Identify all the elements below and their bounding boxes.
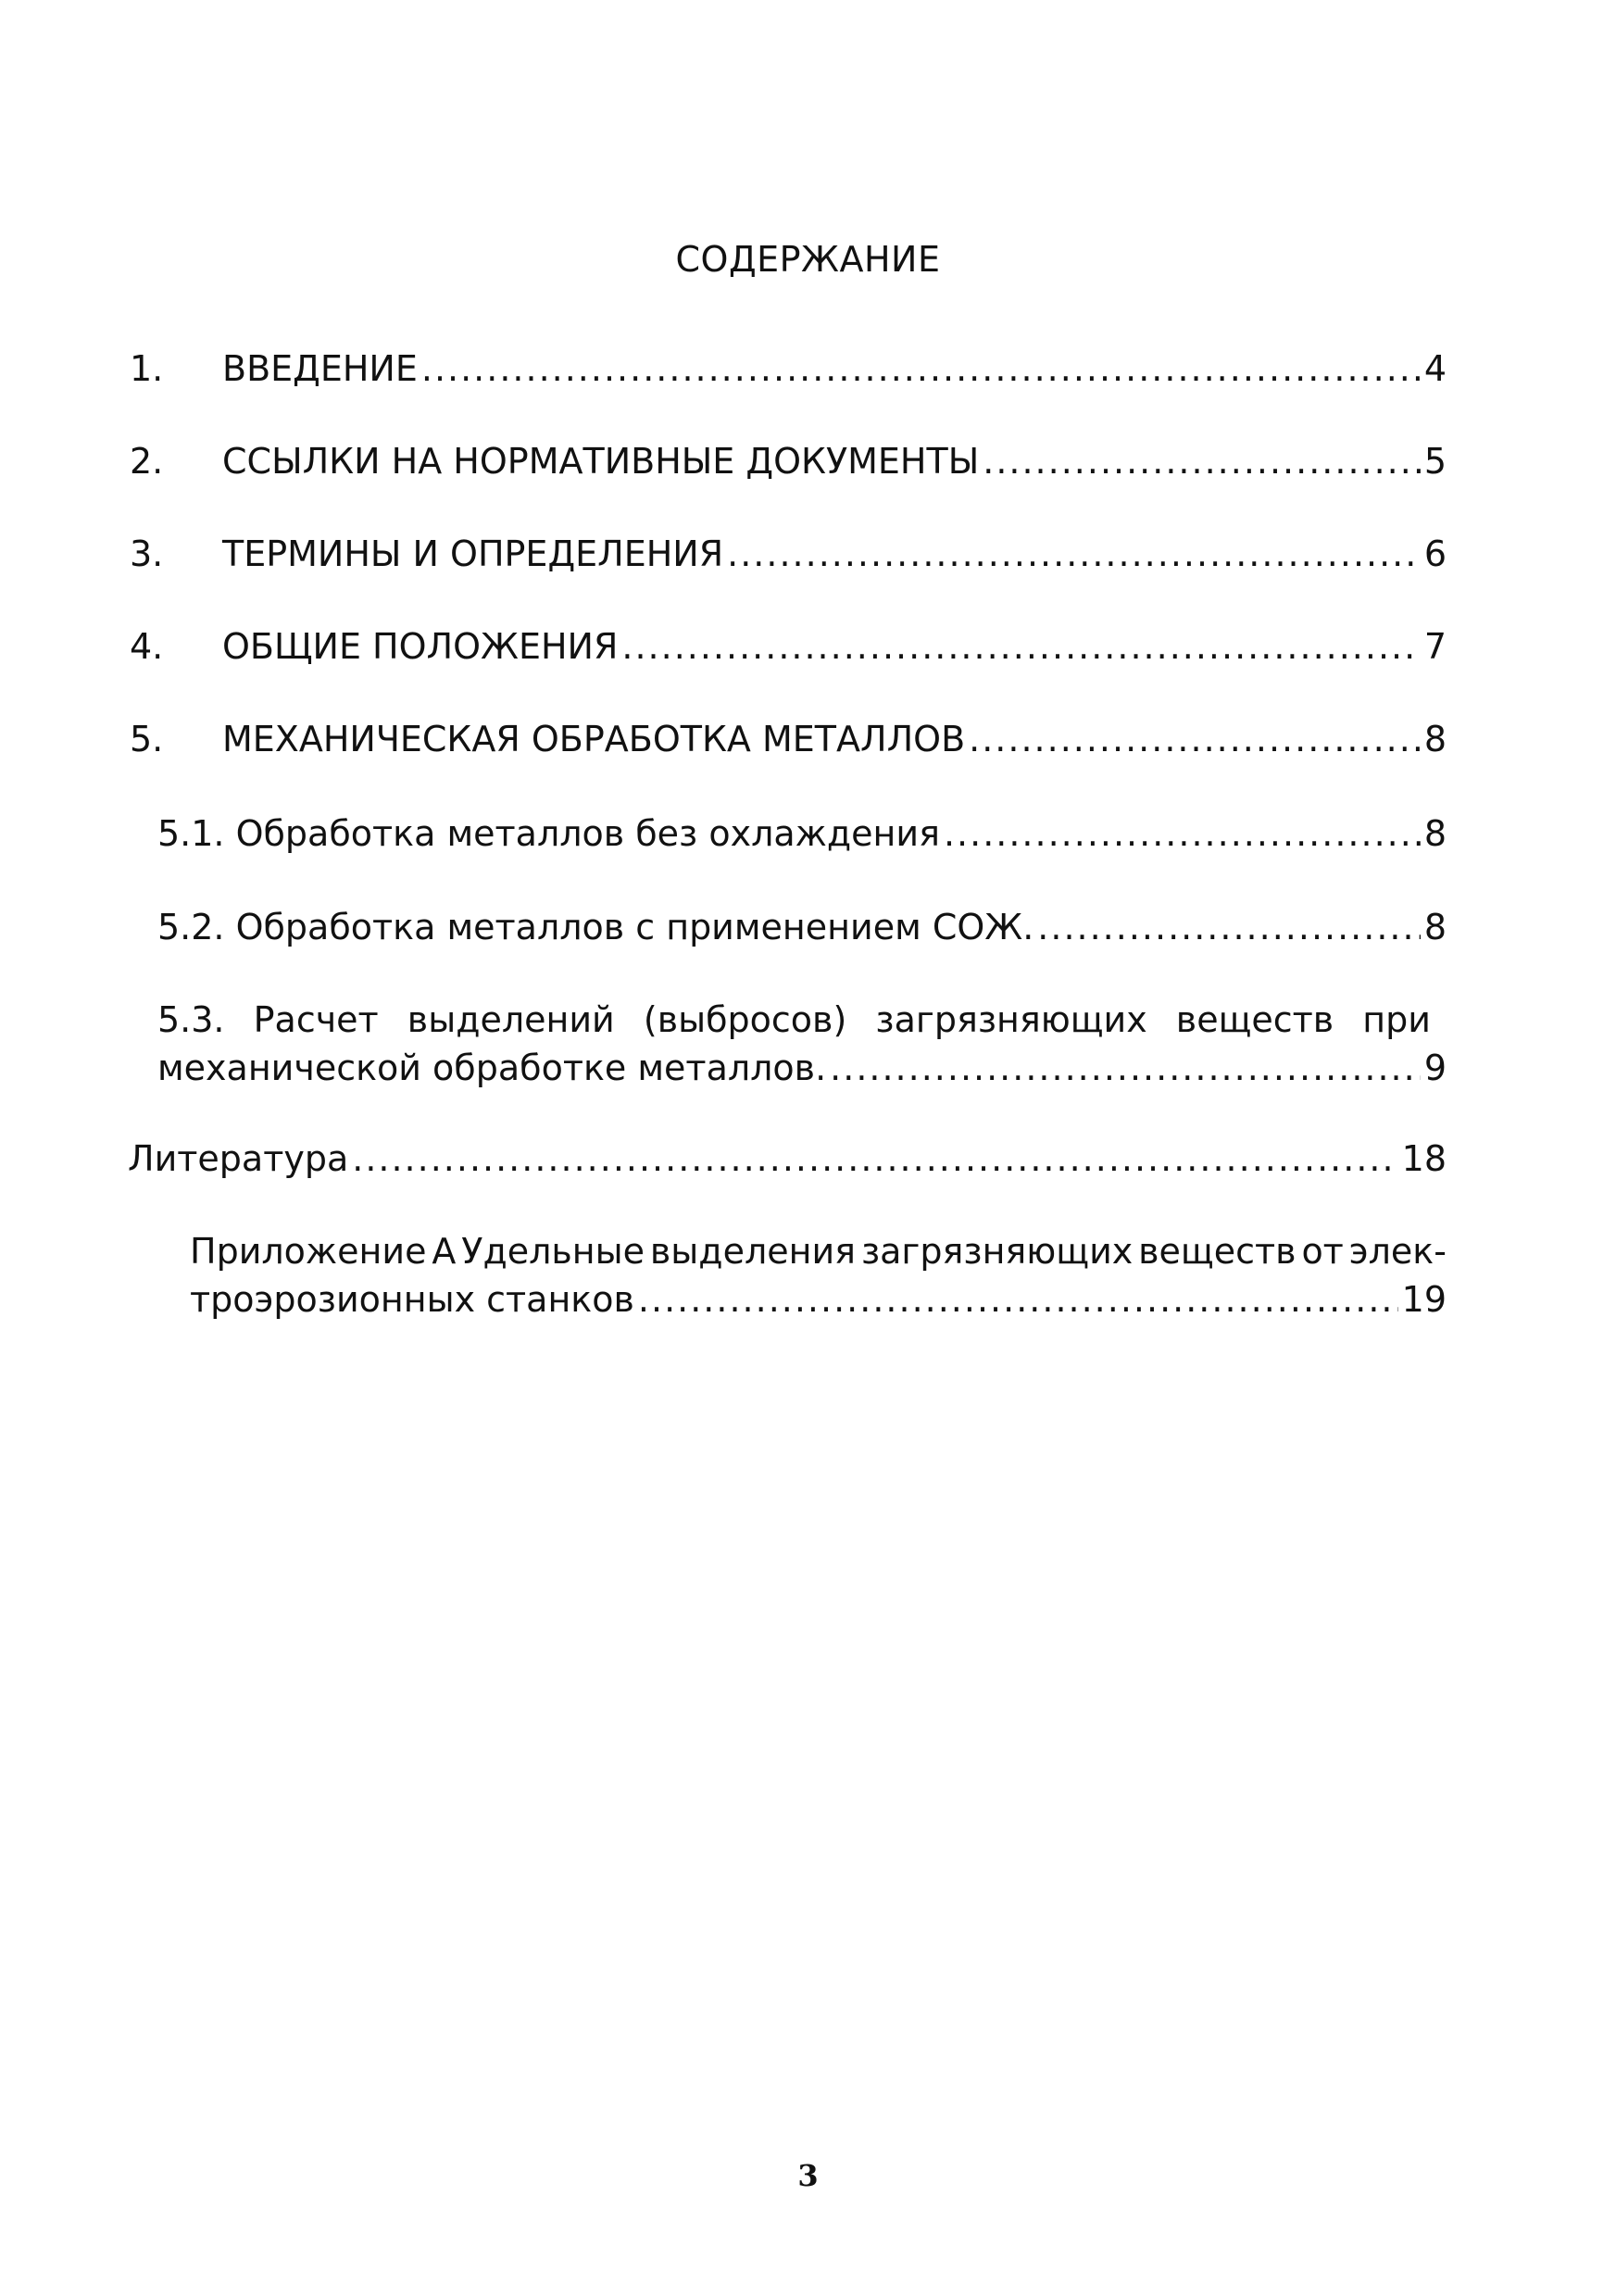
toc-leader-dots xyxy=(830,1044,1421,1092)
toc-entry-page: 18 xyxy=(1401,1138,1447,1179)
toc-leader-dots xyxy=(727,533,1421,575)
toc-entry-page: 6 xyxy=(1423,533,1447,574)
toc-title: СОДЕРЖАНИЕ xyxy=(675,239,941,280)
toc-entry-page: 8 xyxy=(1423,813,1447,854)
toc-entry[interactable] xyxy=(130,625,1447,668)
toc-literature-entry[interactable] xyxy=(128,1137,1447,1180)
toc-leader-dots xyxy=(638,1275,1398,1324)
toc-entry-number: 5. xyxy=(130,719,164,759)
toc-appendix-entry[interactable] xyxy=(190,1227,1447,1324)
toc-entry-first-line xyxy=(157,996,1431,1044)
toc-entry-page: 8 xyxy=(1423,907,1447,947)
toc-entry[interactable] xyxy=(130,347,1447,390)
toc-entry-page: 7 xyxy=(1423,626,1447,667)
toc-entry-label: 5.1. Обработка металлов без охлаждения xyxy=(157,813,940,854)
toc-entry-label: МЕХАНИЧЕСКАЯ ОБРАБОТКА МЕТАЛЛОВ xyxy=(222,719,966,759)
toc-leader-dots xyxy=(983,440,1421,483)
toc-leader-dots xyxy=(352,1137,1397,1180)
toc-entry-label: 5.2. Обработка металлов с применением СОЖ. xyxy=(157,907,1034,947)
word: выделения xyxy=(649,1231,857,1272)
toc-leader-dots xyxy=(1037,906,1421,948)
toc-subentry[interactable] xyxy=(157,906,1447,948)
toc-entry-page: 9 xyxy=(1423,1048,1447,1088)
toc-entry-page: 4 xyxy=(1423,348,1447,389)
word: Расчет xyxy=(253,999,379,1040)
word: от xyxy=(1301,1231,1344,1272)
toc-leader-dots xyxy=(969,718,1421,760)
toc-entry-number: 2. xyxy=(130,441,164,482)
toc-leader-dots xyxy=(944,812,1421,855)
toc-entry-page: 8 xyxy=(1423,719,1447,759)
toc-entry[interactable] xyxy=(130,440,1447,483)
toc-entry-label: ОБЩИЕ ПОЛОЖЕНИЯ xyxy=(222,626,619,667)
word: загрязняющих xyxy=(860,1231,1134,1272)
toc-entry-second-line xyxy=(190,1275,1447,1324)
toc-subentry-multiline[interactable] xyxy=(157,996,1447,1092)
toc-entry-number: 4. xyxy=(130,626,164,667)
toc-entry-first-line xyxy=(190,1227,1447,1275)
toc-entry-label: механической обработке металлов. xyxy=(157,1048,827,1088)
toc-entry-second-line xyxy=(157,1044,1447,1092)
word: А xyxy=(432,1231,457,1272)
toc-entry-label: Литература xyxy=(128,1138,349,1179)
toc-entry-page: 5 xyxy=(1423,441,1447,482)
toc-entry-label: троэрозионных станков xyxy=(190,1279,634,1320)
toc-entry-label: ВВЕДЕНИЕ xyxy=(222,348,418,389)
word: элек- xyxy=(1348,1231,1447,1272)
toc-entry-label: ТЕРМИНЫ И ОПРЕДЕЛЕНИЯ xyxy=(222,533,724,574)
word: загрязняющих xyxy=(875,999,1147,1040)
toc-subentry[interactable] xyxy=(157,812,1447,855)
word: веществ xyxy=(1138,1231,1297,1272)
word: выделений xyxy=(407,999,615,1040)
toc-entry-label: ССЫЛКИ НА НОРМАТИВНЫЕ ДОКУМЕНТЫ xyxy=(222,441,980,482)
word: при xyxy=(1362,999,1431,1040)
word: (выбросов) xyxy=(643,999,847,1040)
toc-entry-number: 1. xyxy=(130,348,164,389)
toc-entry-page: 19 xyxy=(1401,1279,1447,1320)
word: Приложение xyxy=(190,1231,427,1272)
toc-leader-dots xyxy=(421,347,1421,390)
word: Удельные xyxy=(461,1231,645,1272)
page-number: 3 xyxy=(797,2158,819,2193)
word: 5.3. xyxy=(157,999,225,1040)
toc-entry[interactable] xyxy=(130,533,1447,575)
toc-entry-number: 3. xyxy=(130,533,164,574)
toc-leader-dots xyxy=(621,625,1420,668)
word: веществ xyxy=(1175,999,1334,1040)
toc-entry[interactable] xyxy=(130,718,1447,760)
